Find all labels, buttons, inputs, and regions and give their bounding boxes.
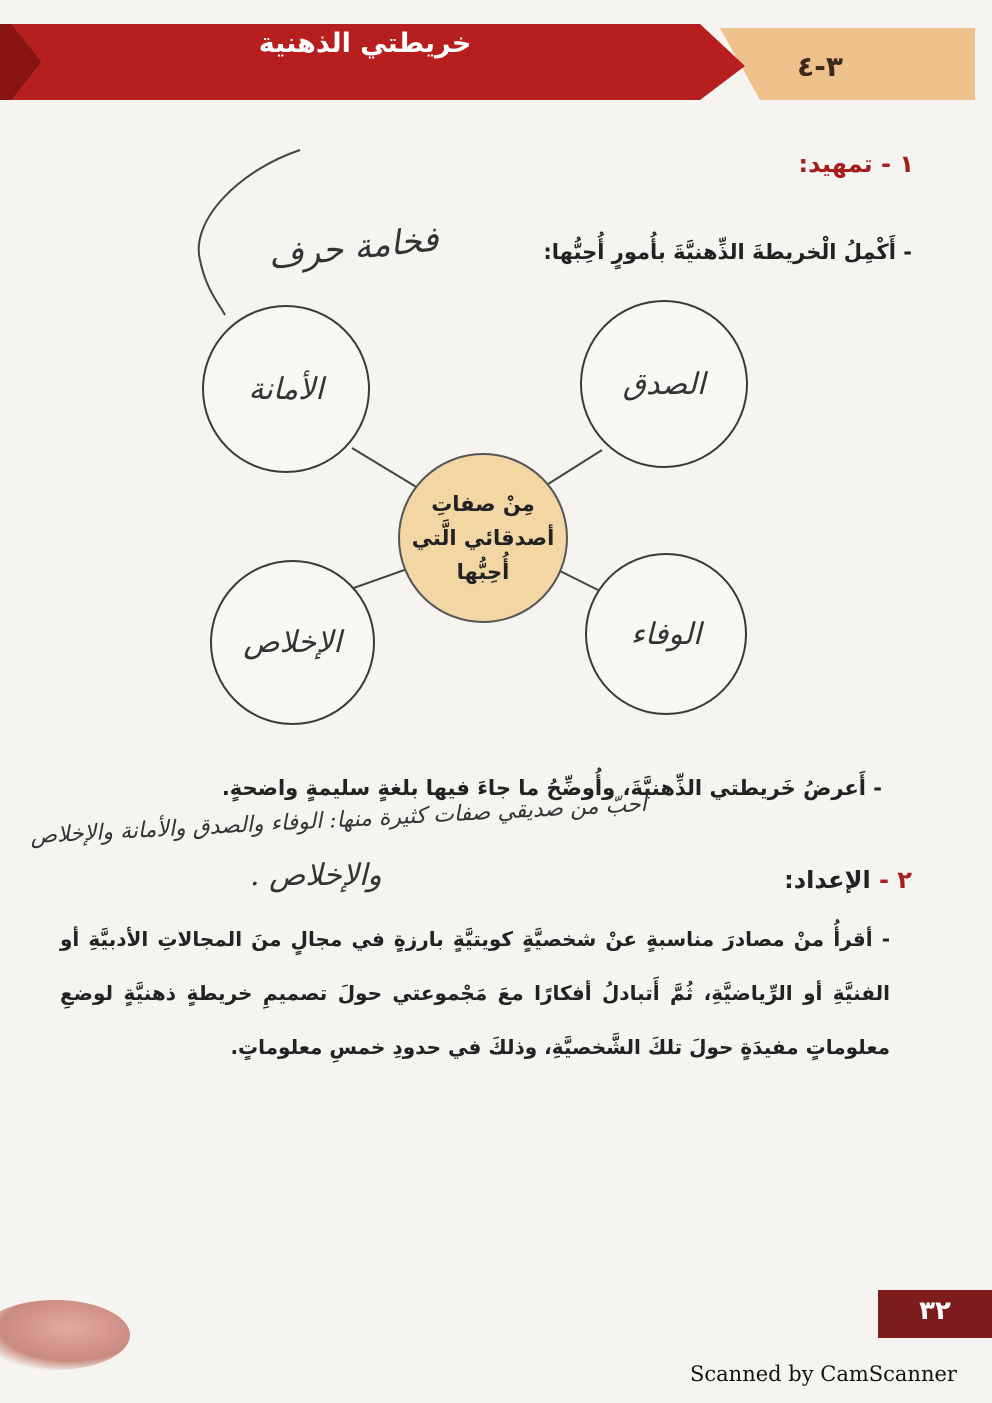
- finger-shadow: [0, 1300, 130, 1370]
- page-number-box: [878, 1290, 992, 1338]
- bubble-top-right: [580, 300, 748, 468]
- handwritten-answer-line1: أحبّ من صديقي صفات كثيرة منها: الوفاء والصدق والأمانة والإخلاص: [29, 791, 648, 850]
- bubble-text-bottom-left: الإخلاص: [243, 625, 342, 660]
- bubble-top-left: [202, 305, 370, 473]
- lesson-title: خريطتي الذهنية: [258, 28, 472, 59]
- page-number: ٣٢: [919, 1296, 951, 1326]
- lesson-number: ٣-٤: [797, 50, 843, 83]
- section1-number: ١ -: [872, 150, 914, 178]
- section2-heading: [784, 866, 912, 894]
- handwritten-answer-line2: والإخلاص .: [250, 858, 382, 893]
- mindmap-instruction: - أَكْمِلُ الْخريطةَ الذِّهنيَّةَ بأُمورٍ أُحِبُّها:: [543, 240, 912, 264]
- bubble-text-top-left: الأمانة: [248, 371, 324, 407]
- pen-stroke-decoration: [180, 130, 320, 320]
- handwritten-note: فخامة حرف: [266, 219, 441, 277]
- center-line-2: أصدقائي الَّتي: [411, 526, 555, 550]
- scanner-watermark: Scanned by CamScanner: [690, 1362, 957, 1386]
- section1-title: تمهيد:: [798, 150, 873, 178]
- mindmap-center: [398, 453, 568, 623]
- present-instruction: - أَعرضُ خَريطتي الذِّهنيَّةَ، وأُوضِّحُ ما جاءَ فيها بلغةٍ سليمةٍ واضحةٍ.: [221, 776, 882, 800]
- bubble-text-bottom-right: الوفاء: [630, 616, 702, 652]
- section2-number: ٢ -: [870, 866, 912, 894]
- bubble-bottom-right: [585, 553, 747, 715]
- preparation-paragraph: - أقرأُ منْ مصادرَ مناسبةٍ عنْ شخصيَّةٍ كويتيَّةٍ بارزةٍ في مجالٍ منَ المجالاتِ الأدبيَّةِ أو الفنيَّةِ أو الرِّياضيَّةِ، ثُمَّ أَتبادلُ أفكارًا معَ مَجْموعتي حولَ تصميمِ خريطةٍ ذهنيَّةٍ لوضعِ معلوماتٍ مفيدَةٍ حولَ تلكَ الشَّخصيَّةِ، وذلكَ في حدودِ خمسِ معلوماتٍ.: [60, 927, 890, 1059]
- center-line-3: أُحِبُّها: [456, 560, 510, 584]
- bubble-bottom-left: [210, 560, 375, 725]
- bubble-text-top-right: الصدق: [622, 366, 706, 402]
- section2-title: الإعداد:: [784, 866, 871, 894]
- center-line-1: مِنْ صفاتِ: [431, 492, 535, 516]
- section1-heading: [798, 150, 914, 178]
